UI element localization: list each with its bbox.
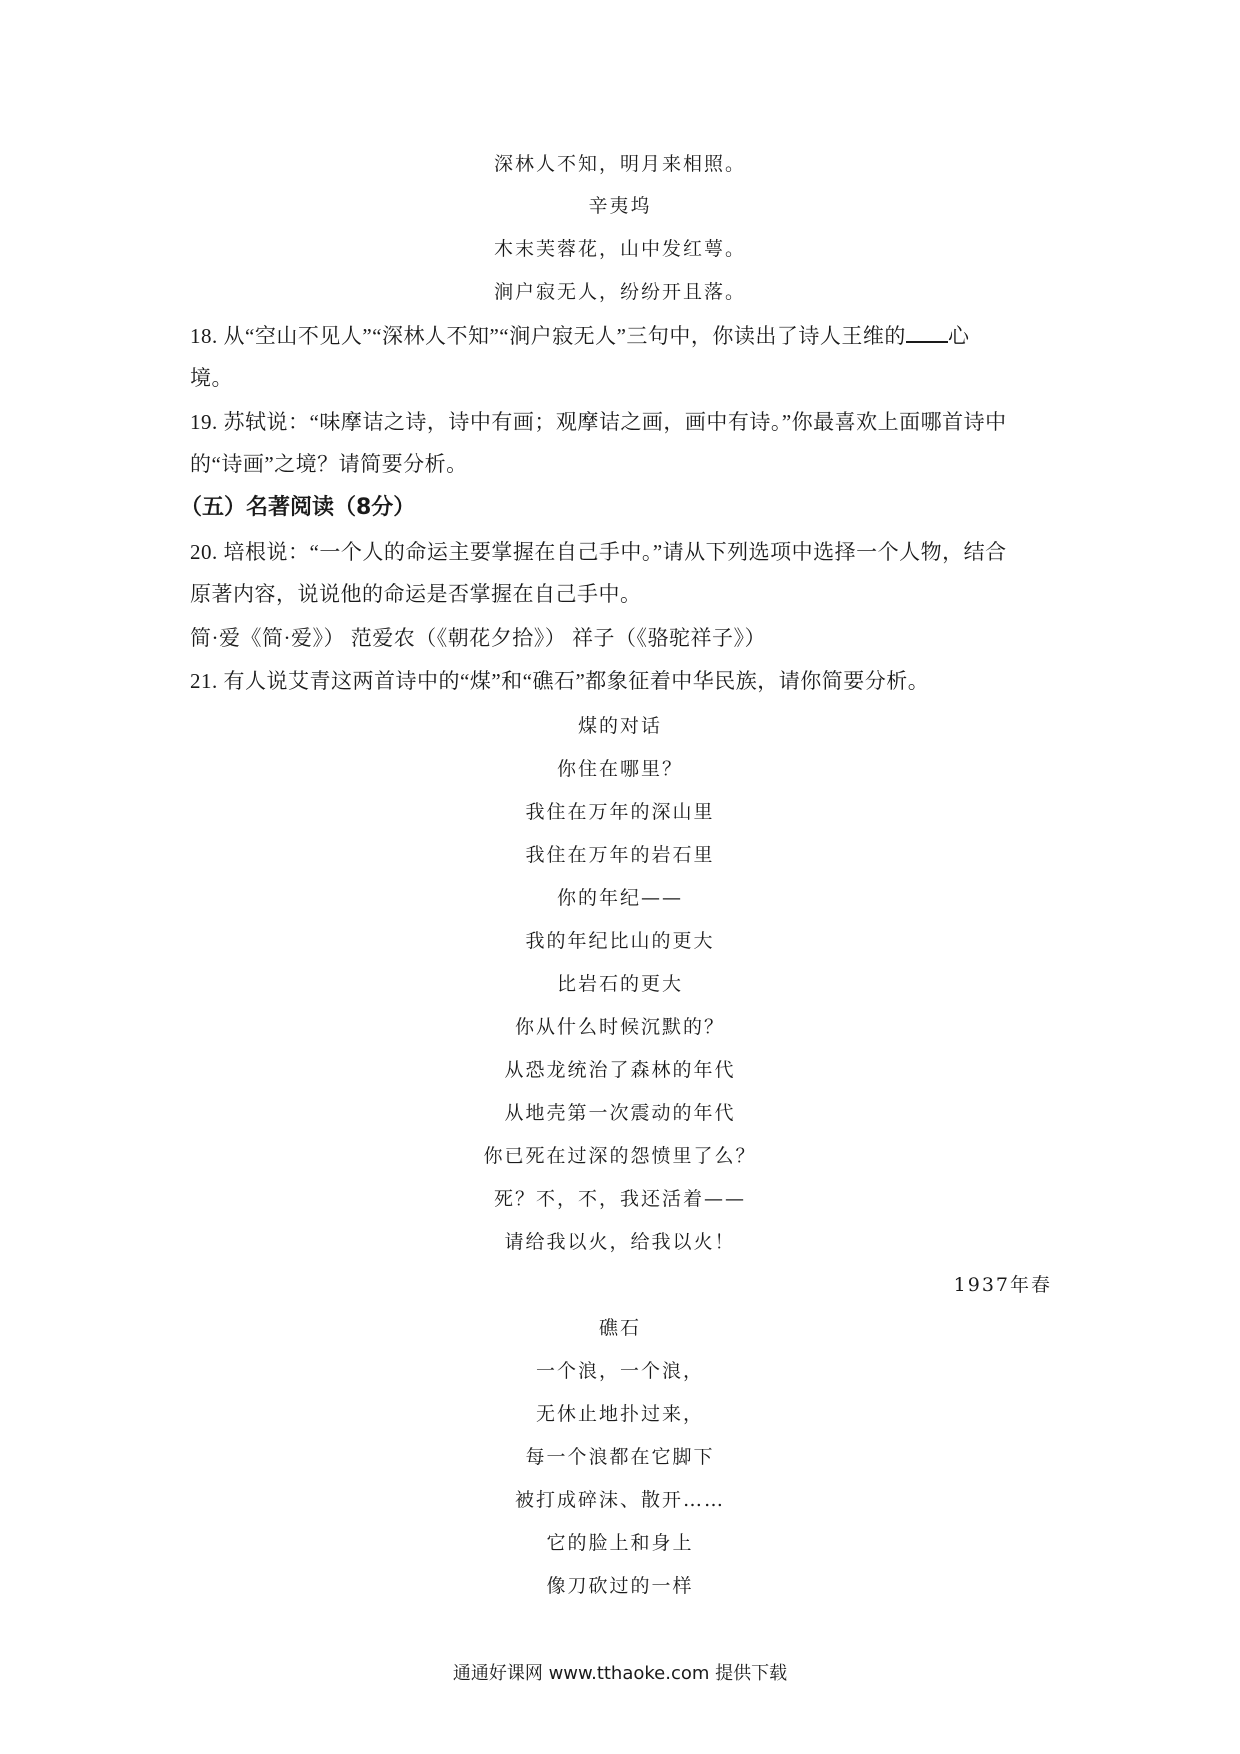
poem-line: 你从什么时候沉默的？ xyxy=(514,1016,725,1038)
page-footer: 通通好课网 www.tthaoke.com 提供下载 xyxy=(452,1663,788,1684)
poem-line: 像刀砍过的一样 xyxy=(546,1575,694,1597)
poem-line: 无休止地扑过来， xyxy=(535,1403,704,1425)
poem-line: 涧户寂无人，纷纷开且落。 xyxy=(493,281,746,303)
poem-date: 1937年春 xyxy=(953,1274,1052,1296)
poem-line: 深林人不知，明月来相照。 xyxy=(493,153,746,175)
poem-title: 煤的对话 xyxy=(577,715,662,737)
poem-line: 每一个浪都在它脚下 xyxy=(525,1446,715,1468)
poem-line: 被打成碎沫、散开…… xyxy=(514,1489,725,1511)
question-18-continued: 境。 xyxy=(190,366,233,390)
poem-line: 请给我以火，给我以火！ xyxy=(504,1231,736,1253)
question-18-text-end: 心 xyxy=(947,324,970,348)
poem-line: 死？不，不，我还活着—— xyxy=(493,1188,746,1210)
question-19-line1: 19. 苏轼说：“味摩诘之诗，诗中有画；观摩诘之画，画中有诗。”你最喜欢上面哪首诗中 xyxy=(190,410,1007,434)
poem-line: 我住在万年的岩石里 xyxy=(525,844,715,866)
question-20-options: 简·爱《简·爱》） 范爱农（《朝花夕拾》） 祥子（《骆驼祥子》） xyxy=(190,626,766,650)
poem-line: 我住在万年的深山里 xyxy=(525,801,715,823)
question-20-line1: 20. 培根说：“一个人的命运主要掌握在自己手中。”请从下列选项中选择一个人物，结合 xyxy=(190,540,1007,564)
question-18-text: 18. 从“空山不见人”“深林人不知”“涧户寂无人”三句中，你读出了诗人王维的 xyxy=(190,324,906,348)
answer-blank xyxy=(906,323,948,343)
poem-line: 木末芙蓉花，山中发红萼。 xyxy=(493,238,746,260)
question-19-line2: 的“诗画”之境？请简要分析。 xyxy=(190,452,468,476)
question-20-line2: 原著内容，说说他的命运是否掌握在自己手中。 xyxy=(190,582,642,606)
poem-line: 一个浪，一个浪， xyxy=(535,1360,704,1382)
poem-line: 从恐龙统治了森林的年代 xyxy=(504,1059,736,1081)
poem-line: 它的脸上和身上 xyxy=(546,1532,694,1554)
poem-line: 你已死在过深的怨愤里了么？ xyxy=(483,1145,757,1167)
question-18 xyxy=(190,322,969,350)
poem-line: 我的年纪比山的更大 xyxy=(525,930,715,952)
section-title: （五）名著阅读（8分） xyxy=(180,495,416,520)
poem-line: 你住在哪里？ xyxy=(556,758,683,780)
poem-line: 你的年纪—— xyxy=(556,887,683,909)
question-21: 21. 有人说艾青这两首诗中的“煤”和“礁石”都象征着中华民族，请你简要分析。 xyxy=(190,669,930,693)
poem-title: 礁石 xyxy=(598,1317,641,1339)
poem-line: 比岩石的更大 xyxy=(556,973,683,995)
poem-line: 从地壳第一次震动的年代 xyxy=(504,1102,736,1124)
poem-title: 辛夷坞 xyxy=(588,195,652,217)
